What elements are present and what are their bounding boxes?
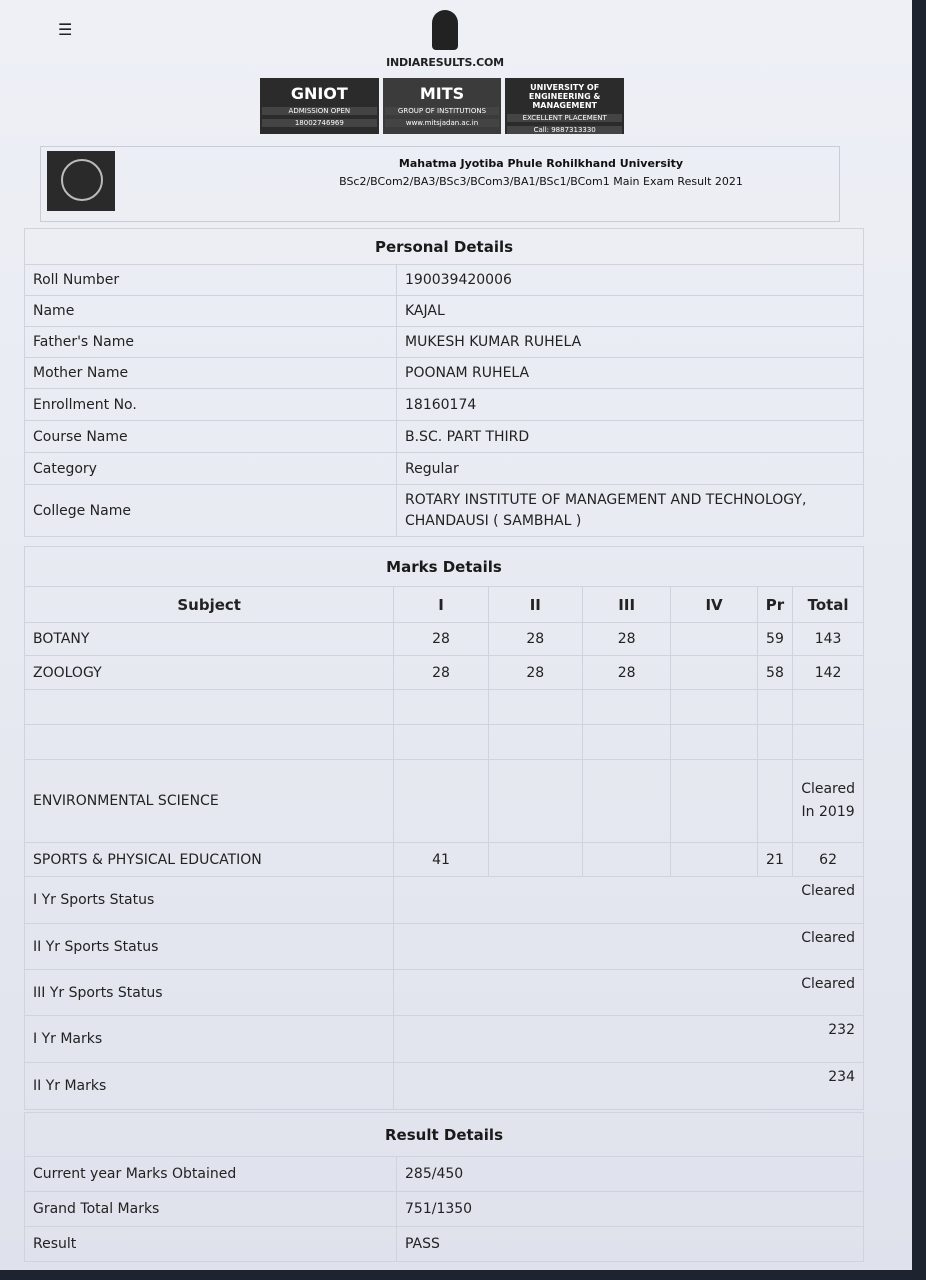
status-label: II Yr Marks	[25, 1063, 394, 1110]
status-label: I Yr Marks	[25, 1016, 394, 1063]
mark-cell	[582, 760, 670, 843]
section-heading: Personal Details	[25, 229, 864, 265]
mark-cell: 59	[757, 623, 792, 656]
field-value: B.SC. PART THIRD	[397, 421, 864, 453]
mark-cell	[394, 725, 488, 760]
field-value: 190039420006	[397, 265, 864, 296]
mark-cell	[582, 843, 670, 877]
mark-cell	[671, 843, 757, 877]
status-row	[25, 877, 864, 924]
result-details-table	[24, 1112, 864, 1262]
mark-cell	[671, 725, 757, 760]
field-label: Category	[25, 453, 397, 485]
mark-cell: 41	[394, 843, 488, 877]
field-value: Regular	[397, 453, 864, 485]
mark-cell	[757, 690, 792, 725]
status-label: III Yr Sports Status	[25, 970, 394, 1016]
total-cell	[793, 690, 864, 725]
hamburger-menu-icon[interactable]: ☰	[58, 20, 73, 39]
field-label: Roll Number	[25, 265, 397, 296]
field-label: Mother Name	[25, 358, 397, 389]
field-value: POONAM RUHELA	[397, 358, 864, 389]
mark-cell	[488, 690, 582, 725]
mark-cell	[671, 623, 757, 656]
status-value: Cleared	[394, 924, 864, 970]
table-row	[25, 656, 864, 690]
mark-cell	[757, 725, 792, 760]
column-header: IV	[671, 587, 757, 623]
ad-line: ADMISSION OPEN	[262, 107, 377, 115]
university-header	[40, 146, 840, 222]
status-value: 234	[394, 1063, 864, 1110]
mark-cell	[488, 725, 582, 760]
ad-line: EXCELLENT PLACEMENT	[507, 114, 622, 122]
section-heading: Result Details	[25, 1113, 864, 1157]
ad-line: Call: 9887313330	[507, 126, 622, 134]
personal-details-table	[24, 228, 864, 537]
ad-line: 18002746969	[262, 119, 377, 127]
ad-title: MITS	[419, 84, 465, 103]
field-label: Grand Total Marks	[25, 1192, 397, 1227]
field-value: 285/450	[397, 1157, 864, 1192]
status-value: Cleared	[394, 970, 864, 1016]
mark-cell	[671, 760, 757, 843]
mark-cell	[488, 760, 582, 843]
field-label: College Name	[25, 485, 397, 537]
ad-mits[interactable]	[383, 78, 502, 134]
university-name: Mahatma Jyotiba Phule Rohilkhand University	[398, 157, 684, 170]
ad-banner-strip	[260, 78, 624, 134]
mark-cell	[394, 760, 488, 843]
ad-gniot[interactable]	[260, 78, 379, 134]
status-value: 232	[394, 1016, 864, 1063]
site-name: INDIARESULTS.COM	[386, 56, 504, 69]
field-value: ROTARY INSTITUTE OF MANAGEMENT AND TECHNOLOGY, CHANDAUSI ( SAMBHAL )	[397, 485, 864, 537]
subject-cell: SPORTS & PHYSICAL EDUCATION	[25, 843, 394, 877]
status-row	[25, 924, 864, 970]
field-label: Father's Name	[25, 327, 397, 358]
mark-cell: 28	[394, 656, 488, 690]
mark-cell	[488, 843, 582, 877]
university-seal-icon	[47, 151, 115, 211]
mark-cell: 28	[582, 656, 670, 690]
field-value: 751/1350	[397, 1192, 864, 1227]
mark-cell	[394, 690, 488, 725]
status-label: I Yr Sports Status	[25, 877, 394, 924]
mark-cell	[671, 690, 757, 725]
table-row	[25, 760, 864, 843]
column-header: Total	[793, 587, 864, 623]
exam-title: BSc2/BCom2/BA3/BSc3/BCom3/BA1/BSc1/BCom1 Main Exam Result 2021	[339, 175, 743, 188]
column-header: Pr	[757, 587, 792, 623]
site-logo[interactable]	[380, 10, 510, 69]
ad-line: GROUP OF INSTITUTIONS	[385, 107, 500, 115]
status-row	[25, 1016, 864, 1063]
mark-cell	[757, 760, 792, 843]
ad-uem[interactable]	[505, 78, 624, 134]
result-status: PASS	[397, 1227, 864, 1262]
field-label: Name	[25, 296, 397, 327]
status-value: Cleared	[394, 877, 864, 924]
column-header: I	[394, 587, 488, 623]
field-value: KAJAL	[397, 296, 864, 327]
subject-cell	[25, 725, 394, 760]
field-value: MUKESH KUMAR RUHELA	[397, 327, 864, 358]
status-row	[25, 970, 864, 1016]
total-cell: 62	[793, 843, 864, 877]
ad-title: GNIOT	[290, 84, 348, 103]
logo-mark-icon	[432, 10, 458, 50]
table-row	[25, 623, 864, 656]
subject-cell	[25, 690, 394, 725]
table-row	[25, 725, 864, 760]
field-label: Enrollment No.	[25, 389, 397, 421]
mark-cell	[671, 656, 757, 690]
field-label: Result	[25, 1227, 397, 1262]
column-header: II	[488, 587, 582, 623]
mark-cell: 28	[582, 623, 670, 656]
mark-cell: 28	[488, 623, 582, 656]
field-value: 18160174	[397, 389, 864, 421]
status-label: II Yr Sports Status	[25, 924, 394, 970]
section-heading: Marks Details	[25, 547, 864, 587]
subject-cell: ENVIRONMENTAL SCIENCE	[25, 760, 394, 843]
mark-cell: 58	[757, 656, 792, 690]
mark-cell: 28	[394, 623, 488, 656]
status-row	[25, 1063, 864, 1110]
subject-cell: ZOOLOGY	[25, 656, 394, 690]
table-row	[25, 843, 864, 877]
mark-cell	[582, 690, 670, 725]
mark-cell	[582, 725, 670, 760]
total-cell	[793, 725, 864, 760]
mark-cell: 28	[488, 656, 582, 690]
table-row	[25, 690, 864, 725]
marks-details-table	[24, 546, 864, 1110]
ad-line: www.mitsjadan.ac.in	[385, 119, 500, 127]
ad-title: UNIVERSITY OF ENGINEERING & MANAGEMENT	[528, 83, 601, 110]
subject-cell: BOTANY	[25, 623, 394, 656]
field-label: Course Name	[25, 421, 397, 453]
column-header: Subject	[25, 587, 394, 623]
total-cell: Cleared In 2019	[793, 760, 864, 843]
field-label: Current year Marks Obtained	[25, 1157, 397, 1192]
column-header: III	[582, 587, 670, 623]
mark-cell: 21	[757, 843, 792, 877]
total-cell: 142	[793, 656, 864, 690]
total-cell: 143	[793, 623, 864, 656]
